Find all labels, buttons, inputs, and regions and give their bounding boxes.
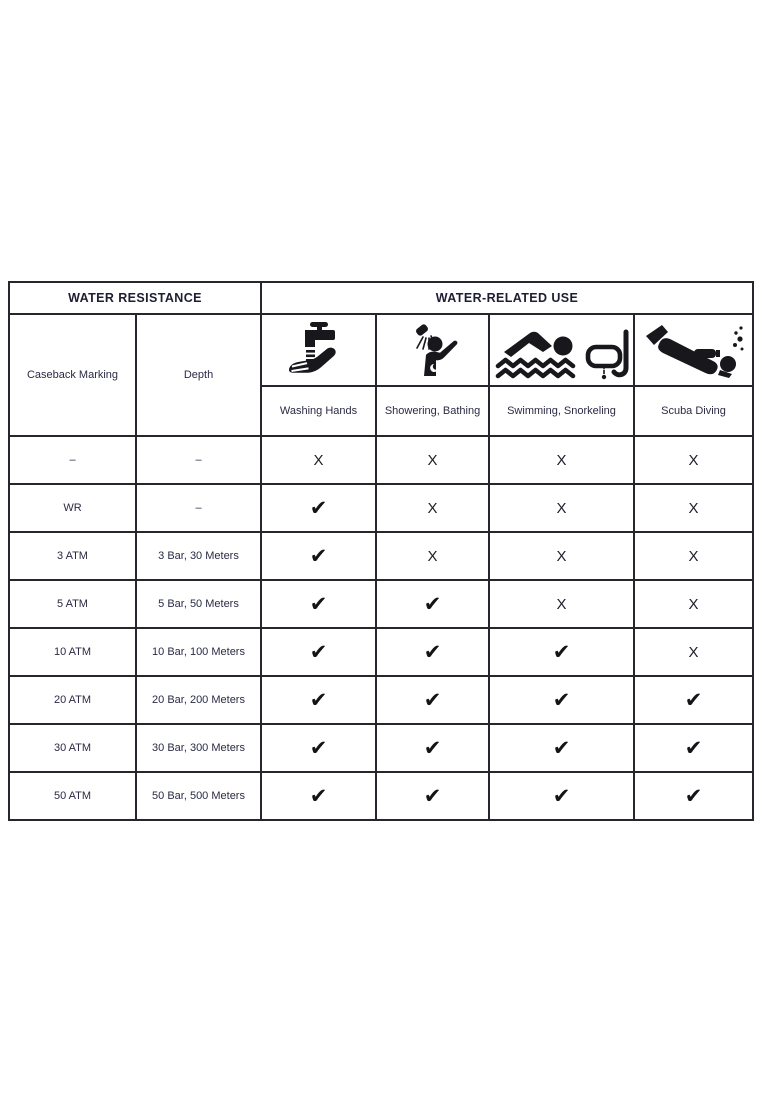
use-label-swimming-snorkeling: Swimming, Snorkeling (489, 386, 634, 436)
check-mark: ✔ (376, 628, 489, 676)
washing-hands-icon (261, 314, 376, 386)
x-mark: X (634, 628, 753, 676)
depth-value: – (136, 436, 261, 484)
icon-row (9, 314, 753, 386)
caseback-marking-value: WR (9, 484, 136, 532)
caseback-marking-value: 3 ATM (9, 532, 136, 580)
check-mark: ✔ (376, 724, 489, 772)
x-mark: X (634, 580, 753, 628)
depth-value: – (136, 484, 261, 532)
check-mark: ✔ (634, 772, 753, 820)
x-mark: X (634, 532, 753, 580)
caseback-marking-value: 5 ATM (9, 580, 136, 628)
table-row (9, 436, 753, 484)
check-mark: ✔ (376, 772, 489, 820)
check-mark: ✔ (634, 724, 753, 772)
check-mark: ✔ (489, 772, 634, 820)
x-mark: X (261, 436, 376, 484)
x-mark: X (376, 532, 489, 580)
table-row (9, 724, 753, 772)
depth-value: 10 Bar, 100 Meters (136, 628, 261, 676)
depth-value: 50 Bar, 500 Meters (136, 772, 261, 820)
depth-header: Depth (136, 314, 261, 436)
table-row (9, 532, 753, 580)
x-mark: X (489, 436, 634, 484)
check-mark: ✔ (261, 772, 376, 820)
title-row (9, 282, 753, 314)
table-row (9, 484, 753, 532)
x-mark: X (376, 436, 489, 484)
check-mark: ✔ (489, 676, 634, 724)
depth-value: 30 Bar, 300 Meters (136, 724, 261, 772)
check-mark: ✔ (489, 628, 634, 676)
caseback-marking-value: 30 ATM (9, 724, 136, 772)
x-mark: X (489, 484, 634, 532)
table-row (9, 580, 753, 628)
check-mark: ✔ (261, 580, 376, 628)
water-resistance-table (8, 281, 754, 821)
use-label-washing-hands: Washing Hands (261, 386, 376, 436)
water-related-use-title: WATER-RELATED USE (261, 282, 753, 314)
check-mark: ✔ (261, 484, 376, 532)
depth-value: 20 Bar, 200 Meters (136, 676, 261, 724)
water-resistance-title: WATER RESISTANCE (9, 282, 261, 314)
x-mark: X (489, 580, 634, 628)
x-mark: X (634, 484, 753, 532)
table-row (9, 772, 753, 820)
use-label-scuba-diving: Scuba Diving (634, 386, 753, 436)
check-mark: ✔ (261, 532, 376, 580)
caseback-marking-value: 50 ATM (9, 772, 136, 820)
x-mark: X (376, 484, 489, 532)
x-mark: X (489, 532, 634, 580)
depth-value: 3 Bar, 30 Meters (136, 532, 261, 580)
caseback-marking-value: 20 ATM (9, 676, 136, 724)
check-mark: ✔ (376, 580, 489, 628)
table-row (9, 628, 753, 676)
showering-bathing-icon (376, 314, 489, 386)
check-mark: ✔ (489, 724, 634, 772)
caseback-marking-value: 10 ATM (9, 628, 136, 676)
check-mark: ✔ (261, 724, 376, 772)
table-row (9, 676, 753, 724)
check-mark: ✔ (376, 676, 489, 724)
table-body (9, 436, 753, 820)
check-mark: ✔ (634, 676, 753, 724)
x-mark: X (634, 436, 753, 484)
scuba-diving-icon (634, 314, 753, 386)
swimming-snorkeling-icon (489, 314, 634, 386)
check-mark: ✔ (261, 628, 376, 676)
check-mark: ✔ (261, 676, 376, 724)
caseback-marking-header: Caseback Marking (9, 314, 136, 436)
caseback-marking-value: – (9, 436, 136, 484)
depth-value: 5 Bar, 50 Meters (136, 580, 261, 628)
use-label-showering-bathing: Showering, Bathing (376, 386, 489, 436)
